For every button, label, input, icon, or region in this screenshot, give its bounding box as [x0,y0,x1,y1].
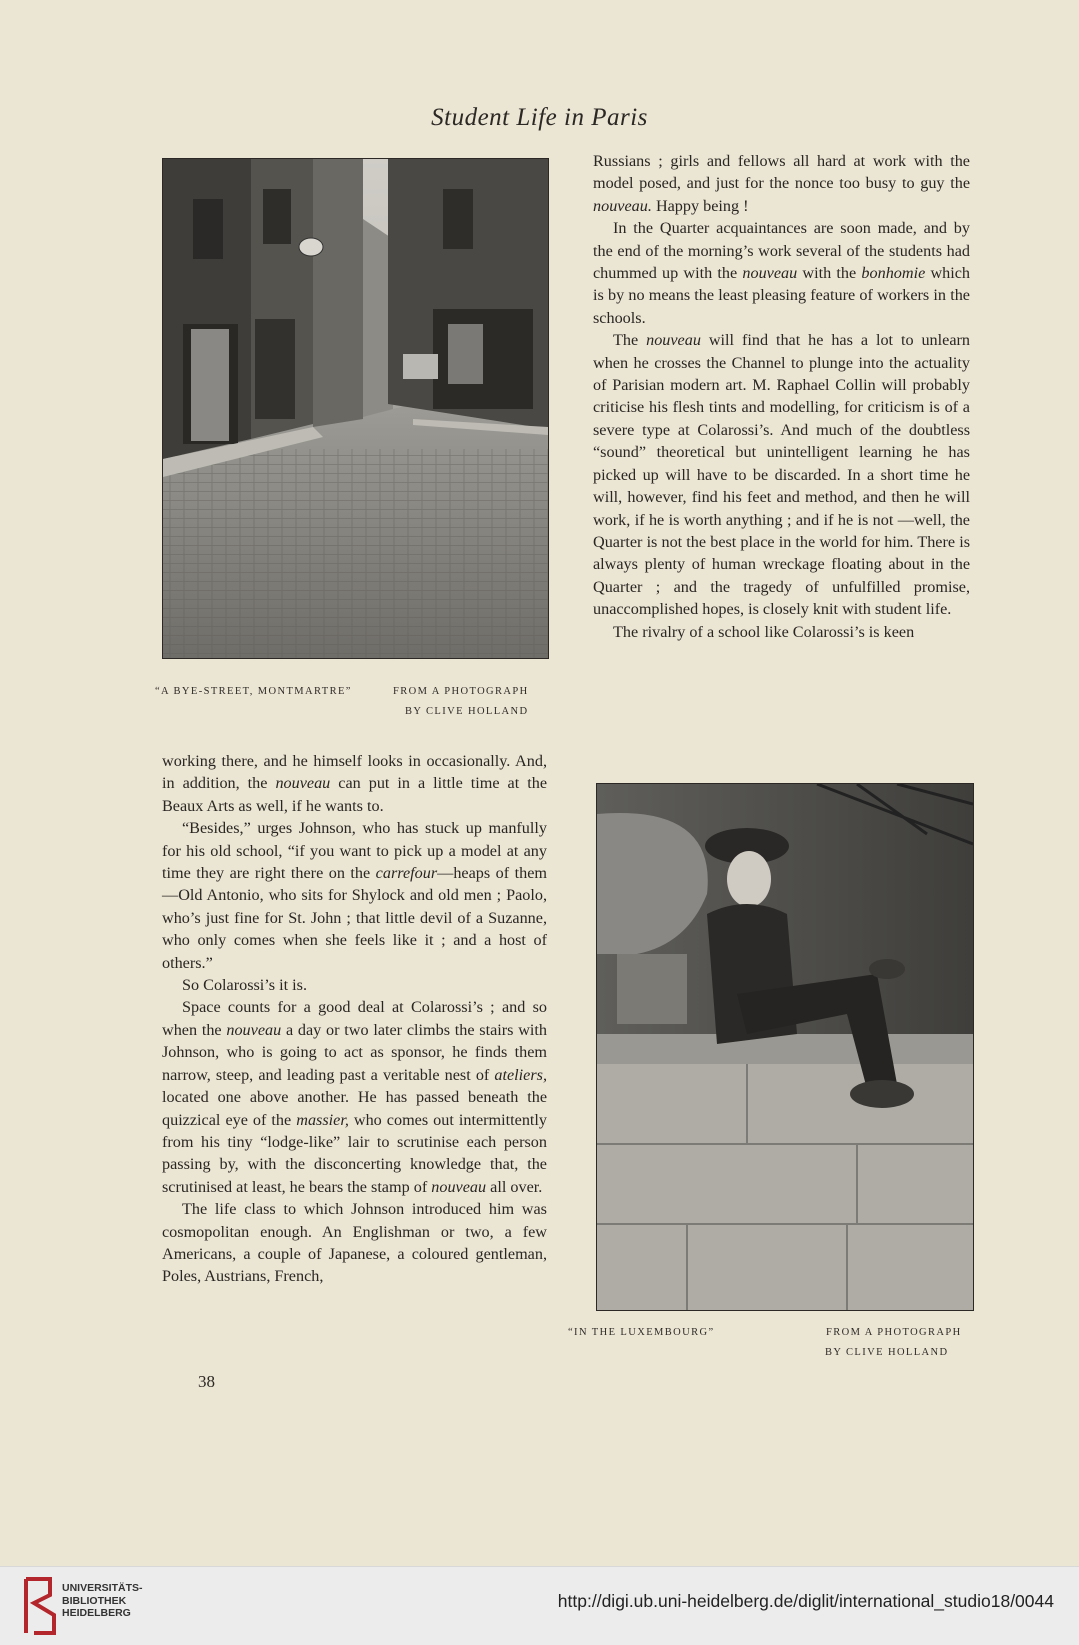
paragraph: The rivalry of a school like Colarossi’s is keen [613,622,915,641]
left-column [162,750,547,1288]
paragraph: So Colarossi’s it is. [182,976,308,995]
library-name-line: UNIVERSITÄTS- [62,1582,143,1594]
photo-luxembourg [596,783,974,1311]
source-url-link[interactable]: http://digi.ub.uni-heidelberg.de/diglit/international_studio18/0044 [557,1591,1054,1611]
caption-bye-street [155,682,550,717]
paragraph: The life class to which Johnson introduced him was cosmopolitan enough. An Englishman or two, a few Americans, a couple of Japanese, a coloured gentleman, Poles, Austrians, French, [162,1200,547,1286]
caption-bye-street-title: “A BYE-STREET, MONTMARTRE” [155,686,352,697]
library-name-line: BIBLIOTHEK [62,1594,127,1607]
caption-luxembourg-title: “IN THE LUXEMBOURG” [568,1327,715,1338]
caption-bye-street-credit-1: FROM A PHOTOGRAPH [393,686,529,697]
library-name-line: HEIDELBERG [62,1607,131,1619]
footer-bar [0,1566,1079,1645]
paragraph: Russians ; girls and fellows all hard at work with the model posed, and just for the nonce too busy to guy the nouveau. Happy being ! [593,152,970,215]
right-column [593,150,970,643]
paragraph: In the Quarter acquaintances are soon made, and by the end of the morning’s work several of the students had chummed up with the nouveau with the bonhomie which is by no means the least pleasing feature of workers in the schools. [593,219,971,327]
paragraph: “Besides,” urges Johnson, who has stuck up manfully for his old school, “if you want to pick up a model at any time they are right there on the carrefour—heaps of them—Old Antonio, who sits for Shylock and old men ; Paolo, who’s just fine for St. John ; that little devil of a Suzanne, who only comes when she feels like it ; and a host of others.” [162,819,547,972]
photo-bye-street [162,158,549,659]
page-number: 38 [198,1372,215,1391]
library-logo-icon [20,1575,60,1637]
caption-luxembourg-credit-2: BY CLIVE HOLLAND [825,1347,949,1358]
caption-bye-street-credit-2: BY CLIVE HOLLAND [405,706,529,717]
paragraph: Space counts for a good deal at Colarossi’s ; and so when the nouveau a day or two later climbs the stairs with Johnson, who is going to act as sponsor, he finds them narrow, steep, and leading past a veritable nest of ateliers, located one above another. He has passed beneath the quizzical eye of the massier, who comes out intermittently from his tiny “lodge-like” lair to scrutinise each person passing by, with the disconcerting knowledge that, the scrutinised at least, he bears the stamp of nouveau all over. [162,998,547,1196]
caption-luxembourg [568,1323,980,1358]
paragraph: working there, and he himself looks in occasionally. And, in addition, the nouveau can put in a little time at the Beaux Arts as well, if he wants to. [162,752,548,815]
caption-luxembourg-credit-1: FROM A PHOTOGRAPH [826,1327,962,1338]
library-name [62,1582,143,1620]
running-head: Student Life in Paris [431,104,648,131]
paragraph: The nouveau will find that he has a lot to unlearn when he crosses the Channel to plunge into the actuality of Parisian modern art. M. Raphael Collin will probably criticise his flesh tints and modelling, for criticism is of a severe type at Colarossi’s. And much of the doubtless “sound” theoretical but unintelligent learning he has picked up will have to be discarded. In a short time he will, however, find his feet and method, and then he will work, if he is worth anything ; and if he is not —well, the Quarter is not the best place in the world for him. There is always plenty of human wreckage floating about in the Quarter ; and the tragedy of unfulfilled promise, unaccomplished hopes, is closely knit with student life. [593,331,970,619]
